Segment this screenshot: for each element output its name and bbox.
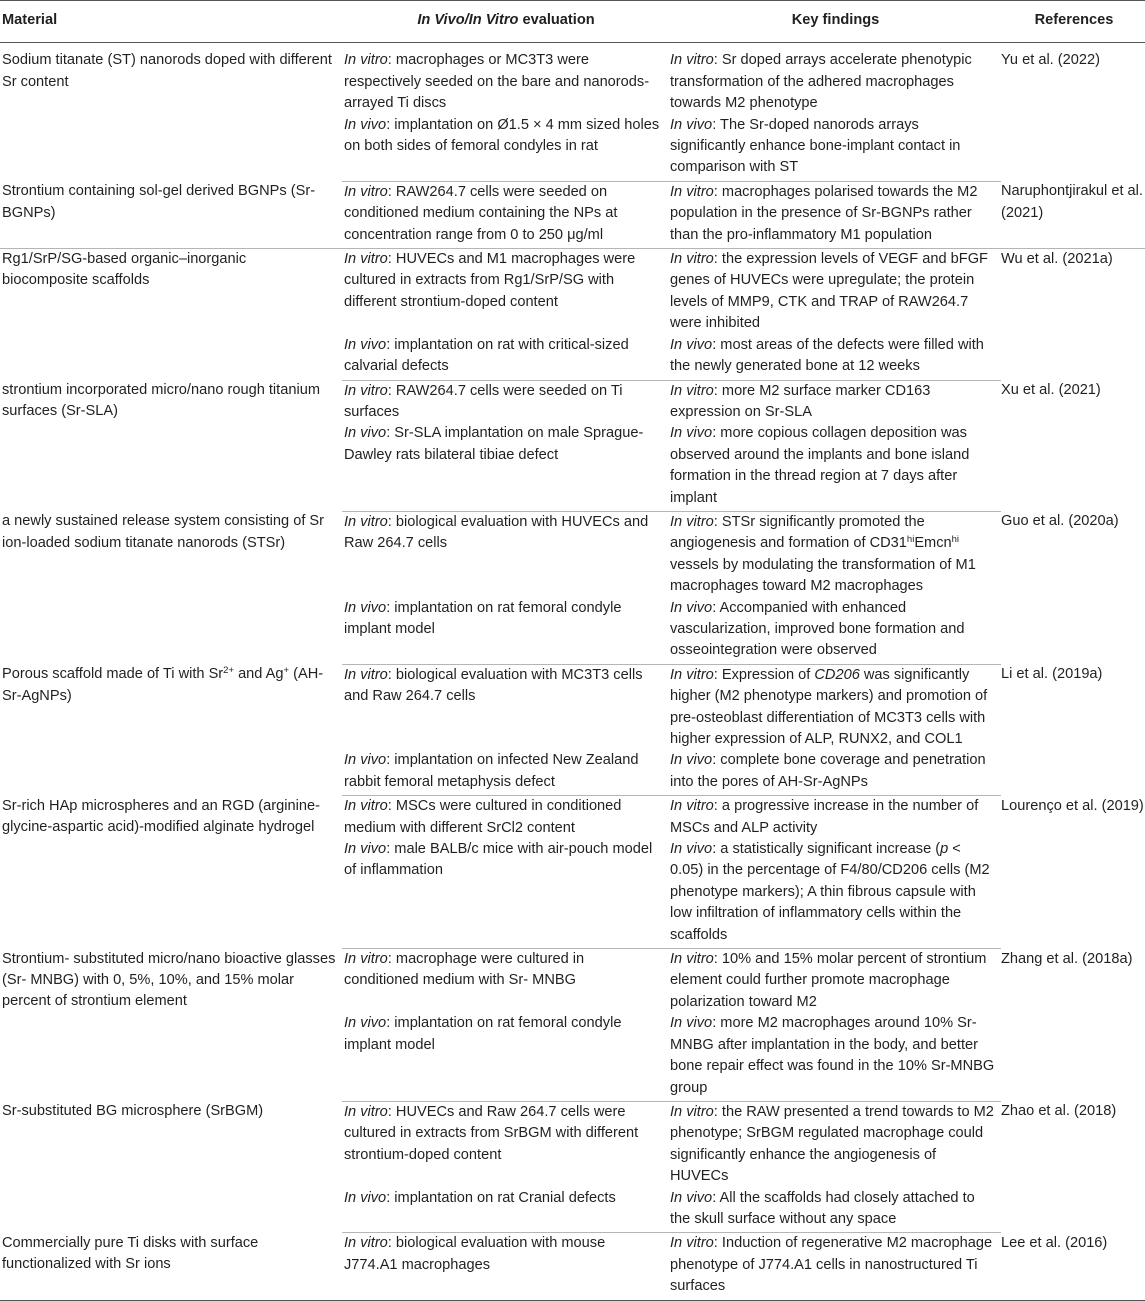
- cell-text: was significantly higher (M2 phenotype markers) and promotion of pre-osteoblast differentiation of MC3T3 cells with higher expression of ALP, RUNX2, and COL1: [670, 666, 988, 747]
- cell-text: a statistically significant increase (: [720, 841, 941, 858]
- finding-cell: In vitro: macrophages polarised towards the M2 population in the presence of Sr-BGNPs rather than the pro-inflammatory M1 population: [668, 181, 1001, 248]
- evaluation-cell: In vitro: biological evaluation with HUVECs and Raw 264.7 cells: [344, 513, 649, 552]
- in-vitro-label: In vitro: [344, 183, 388, 200]
- in-vivo-label: In vivo: [670, 841, 713, 858]
- reference-cell: Naruphontjirakul et al. (2021): [1001, 181, 1145, 248]
- table-row: [0, 181, 1145, 248]
- material-cell: Sr-substituted BG microsphere (SrBGM): [2, 1103, 264, 1120]
- in-vitro-label: In vitro: [670, 666, 714, 683]
- material-cell: strontium incorporated micro/nano rough titanium surfaces (Sr-SLA): [2, 382, 320, 420]
- cell-text: (AH-Sr-AgNPs): [2, 666, 324, 704]
- cell-text: CD206: [814, 666, 860, 683]
- evaluation-cell: In vitro: macrophages or MC3T3 were respectively seeded on the bare and nanorods-arrayed Ti discs: [344, 52, 650, 112]
- cell-text: biological evaluation with HUVECs and Raw 264.7 cells: [344, 513, 649, 552]
- evaluation-cell: In vivo: implantation on rat Cranial defects: [342, 1188, 668, 1233]
- table-row: [0, 380, 1145, 423]
- finding-cell: In vitro: the RAW presented a trend towards to M2 phenotype; SrBGM regulated macrophage could significantly enhance the angiogenesis of HUVECs: [670, 1103, 994, 1185]
- reference-cell: Xu et al. (2021): [1001, 382, 1101, 398]
- cell-text: a progressive increase in the number of MSCs and ALP activity: [670, 798, 979, 836]
- in-vitro-label: In vitro: [344, 1235, 388, 1252]
- header-evaluation-rest: evaluation: [518, 12, 595, 28]
- cell-text: more copious collagen deposition was observed around the implants and bone island formation in the thread region at 7 days after implant: [670, 425, 970, 506]
- finding-cell: In vitro: more M2 surface marker CD163 expression on Sr-SLA: [670, 382, 931, 420]
- in-vivo-label: In vivo: [670, 1015, 713, 1032]
- in-vitro-label: In vitro: [670, 951, 714, 968]
- finding-cell: In vivo: Accompanied with enhanced vascularization, improved bone formation and osseointegration were observed: [668, 598, 1001, 665]
- cell-text: more M2 surface marker CD163 expression on Sr-SLA: [670, 382, 931, 420]
- cell-text: HUVECs and M1 macrophages were cultured in extracts from Rg1/SrP/SG with different strontium-doped content: [344, 251, 636, 310]
- material-cell: Commercially pure Ti disks with surface functionalized with Sr ions: [0, 1233, 342, 1300]
- material-cell: a newly sustained release system consisting of Sr ion-loaded sodium titanate nanorods (STSr): [2, 513, 325, 551]
- evaluation-cell: In vitro: RAW264.7 cells were seeded on conditioned medium containing the NPs at concentration range from 0 to 250 μg/ml: [342, 181, 668, 248]
- finding-cell: In vitro: Expression of CD206 was significantly higher (M2 phenotype markers) and promotion of pre-osteoblast differentiation of MC3T3 cells with higher expression of ALP, RUNX2, and COL1: [670, 666, 988, 747]
- material-cell: Rg1/SrP/SG-based organic–inorganic biocomposite scaffolds: [2, 251, 247, 289]
- in-vivo-label: In vivo: [670, 425, 713, 442]
- header-findings: Key findings: [668, 1, 1001, 43]
- cell-text: implantation on infected New Zealand rabbit femoral metaphysis defect: [344, 752, 639, 790]
- finding-cell: In vitro: Induction of regenerative M2 macrophage phenotype of J774.A1 cells in nanostructured Ti surfaces: [668, 1233, 1001, 1300]
- evaluation-cell: In vivo: male BALB/c mice with air-pouch model of inflammation: [342, 839, 668, 949]
- table-row: [0, 1101, 1145, 1187]
- cell-text: vessels by modulating the transformation of M1 macrophages toward M2 macrophages: [670, 556, 976, 595]
- table-row: [0, 949, 1145, 1014]
- header-material: Material: [0, 1, 342, 43]
- cell-text: 10% and 15% molar percent of strontium element could further promote macrophage polarization toward M2: [670, 951, 987, 1010]
- cell-text: implantation on Ø1.5 × 4 mm sized holes on both sides of femoral condyles in rat: [344, 116, 660, 155]
- finding-cell: In vitro: the expression levels of VEGF and bFGF genes of HUVECs were upregulate; the protein levels of MMP9, CTK and TRAP of RAW264.7 were inhibited: [670, 251, 988, 332]
- cell-text: implantation on rat femoral condyle implant model: [344, 599, 622, 637]
- cell-text: biological evaluation with mouse J774.A1 macrophages: [344, 1235, 606, 1273]
- in-vitro-label: In vitro: [344, 52, 388, 69]
- in-vitro-label: In vitro: [670, 798, 714, 815]
- cell-text: the RAW presented a trend towards to M2 phenotype; SrBGM regulated macrophage could significantly enhance the angiogenesis of HUVECs: [670, 1103, 994, 1185]
- evaluation-cell: In vivo: implantation on rat with critical-sized calvarial defects: [342, 335, 668, 380]
- material-cell: Sodium titanate (ST) nanorods doped with different Sr content: [2, 52, 332, 90]
- in-vitro-label: In vitro: [670, 382, 714, 399]
- in-vitro-label: In vitro: [670, 251, 714, 268]
- finding-cell: In vitro: 10% and 15% molar percent of strontium element could further promote macrophage polarization toward M2: [670, 951, 987, 1010]
- table-row: [0, 1233, 1145, 1300]
- cell-text: biological evaluation with MC3T3 cells and Raw 264.7 cells: [344, 666, 643, 705]
- cell-text: hi: [906, 534, 915, 546]
- in-vivo-label: In vivo: [344, 752, 387, 769]
- cell-text: All the scaffolds had closely attached to the skull surface without any space: [670, 1189, 975, 1227]
- cell-text: Emcn: [914, 535, 952, 552]
- header-references: References: [1001, 1, 1145, 43]
- material-cell: Sr-rich HAp microspheres and an RGD (arginine-glycine-aspartic acid)-modified alginate hydrogel: [2, 797, 320, 836]
- cell-text: Sr-SLA implantation on male Sprague-Dawley rats bilateral tibiae defect: [344, 425, 644, 463]
- table-header: [0, 1, 1145, 43]
- evaluation-cell: In vitro: MSCs were cultured in conditioned medium with different SrCl2 content: [344, 798, 622, 836]
- reference-cell: Lourenço et al. (2019): [1001, 797, 1144, 814]
- cell-text: Expression of: [721, 666, 815, 683]
- table-row: [0, 249, 1145, 335]
- finding-cell: In vivo: The Sr-doped nanorods arrays significantly enhance bone-implant contact in comparison with ST: [668, 115, 1001, 182]
- cell-text: 2+: [223, 665, 235, 677]
- cell-text: MSCs were cultured in conditioned medium with different SrCl2 content: [344, 798, 622, 836]
- cell-text: +: [283, 665, 290, 677]
- in-vivo-label: In vivo: [670, 1189, 713, 1206]
- cell-text: macrophages or MC3T3 were respectively seeded on the bare and nanorods-arrayed Ti discs: [344, 52, 650, 112]
- reference-cell: Wu et al. (2021a): [1001, 251, 1113, 268]
- evaluation-cell: In vitro: HUVECs and Raw 264.7 cells were cultured in extracts from SrBGM with different strontium-doped content: [344, 1103, 639, 1163]
- reference-cell: Zhao et al. (2018): [1001, 1103, 1117, 1120]
- in-vitro-label: In vitro: [670, 513, 714, 530]
- material-cell: Strontium- substituted micro/nano bioactive glasses (Sr- MNBG) with 0, 5%, 10%, and 15% molar percent of strontium element: [2, 950, 336, 1010]
- reference-cell: Yu et al. (2022): [1001, 52, 1100, 69]
- evaluation-cell: In vivo: implantation on Ø1.5 × 4 mm sized holes on both sides of femoral condyles in rat: [342, 115, 668, 182]
- finding-cell: In vivo: more copious collagen deposition was observed around the implants and bone island formation in the thread region at 7 days after implant: [668, 423, 1001, 511]
- cell-text: p: [940, 841, 949, 858]
- cell-text: macrophage were cultured in conditioned medium with Sr- MNBG: [344, 951, 585, 989]
- in-vivo-label: In vivo: [670, 752, 713, 769]
- reference-cell: Li et al. (2019a): [1001, 666, 1103, 683]
- in-vitro-label: In vitro: [344, 798, 388, 815]
- reference-cell: Zhang et al. (2018a): [1001, 950, 1133, 967]
- reference-cell: Lee et al. (2016): [1001, 1233, 1145, 1300]
- cell-text: < 0.05) in the percentage of F4/80/CD206 cells (M2 phenotype markers); A thin fibrous capsule with low infiltration of inflammatory cells within the scaffolds: [670, 841, 990, 943]
- evaluation-cell: In vivo: Sr-SLA implantation on male Sprague-Dawley rats bilateral tibiae defect: [342, 423, 668, 511]
- header-evaluation-italic: In Vivo/In Vitro: [417, 12, 519, 28]
- in-vitro-label: In vitro: [670, 52, 714, 69]
- cell-text: HUVECs and Raw 264.7 cells were cultured in extracts from SrBGM with different strontium-doped content: [344, 1103, 639, 1163]
- in-vivo-label: In vivo: [344, 1189, 387, 1206]
- in-vitro-label: In vitro: [344, 951, 388, 968]
- in-vitro-label: In vitro: [344, 251, 388, 268]
- table-row: [0, 511, 1145, 597]
- evaluation-cell: In vitro: HUVECs and M1 macrophages were cultured in extracts from Rg1/SrP/SG with different strontium-doped content: [344, 251, 636, 310]
- in-vivo-label: In vivo: [670, 116, 713, 133]
- cell-text: RAW264.7 cells were seeded on Ti surfaces: [344, 382, 623, 420]
- cell-text: more M2 macrophages around 10% Sr-MNBG after implantation in the body, and better bone repair effect was found in the 10% Sr-MNBG group: [670, 1015, 995, 1096]
- table-row: [0, 796, 1145, 839]
- finding-cell: In vivo: more M2 macrophages around 10% Sr-MNBG after implantation in the body, and better bone repair effect was found in the 10% Sr-MNBG group: [668, 1013, 1001, 1101]
- cell-text: implantation on rat femoral condyle implant model: [344, 1015, 622, 1053]
- cell-text: and Ag: [234, 666, 284, 683]
- cell-text: complete bone coverage and penetration into the pores of AH-Sr-AgNPs: [670, 752, 986, 790]
- in-vitro-label: In vitro: [344, 382, 388, 399]
- reference-cell: Guo et al. (2020a): [1001, 513, 1119, 530]
- cell-text: male BALB/c mice with air-pouch model of inflammation: [344, 841, 653, 879]
- evaluation-cell: In vitro: macrophage were cultured in conditioned medium with Sr- MNBG: [344, 951, 585, 989]
- in-vitro-label: In vitro: [670, 183, 714, 200]
- cell-text: RAW264.7 cells were seeded on conditioned medium containing the NPs at concentration range from 0 to 250 μg/ml: [344, 183, 618, 243]
- evaluation-cell: In vivo: implantation on rat femoral condyle implant model: [342, 598, 668, 665]
- cell-text: macrophages polarised towards the M2 population in the presence of Sr-BGNPs rather than the pro-inflammatory M1 population: [670, 183, 978, 243]
- in-vivo-label: In vivo: [344, 425, 387, 442]
- evaluation-cell: In vitro: biological evaluation with mouse J774.A1 macrophages: [342, 1233, 668, 1300]
- in-vitro-label: In vitro: [670, 1235, 714, 1252]
- in-vivo-label: In vivo: [670, 599, 713, 616]
- cell-text: Accompanied with enhanced vascularization, improved bone formation and osseointegration were observed: [670, 599, 965, 659]
- cell-text: implantation on rat Cranial defects: [394, 1189, 616, 1206]
- finding-cell: In vivo: a statistically significant increase (p < 0.05) in the percentage of F4/80/CD206 cells (M2 phenotype markers); A thin fibrous capsule with low infiltration of inflammatory cells within the scaffolds: [668, 839, 1001, 949]
- in-vivo-label: In vivo: [344, 599, 387, 616]
- cell-text: Porous scaffold made of Ti with Sr: [2, 666, 224, 683]
- finding-cell: In vivo: complete bone coverage and penetration into the pores of AH-Sr-AgNPs: [668, 750, 1001, 795]
- cell-text: STSr significantly promoted the angiogenesis and formation of CD31: [670, 513, 925, 552]
- cell-text: The Sr-doped nanorods arrays significantly enhance bone-implant contact in comparison with ST: [670, 116, 961, 176]
- finding-cell: In vivo: most areas of the defects were filled with the newly generated bone at 12 weeks: [668, 335, 1001, 380]
- evaluation-cell: In vivo: implantation on rat femoral condyle implant model: [342, 1013, 668, 1101]
- cell-text: Induction of regenerative M2 macrophage phenotype of J774.A1 cells in nanostructured Ti surfaces: [670, 1235, 993, 1295]
- cell-text: hi: [951, 534, 960, 546]
- finding-cell: In vitro: a progressive increase in the number of MSCs and ALP activity: [670, 798, 979, 836]
- evaluation-cell: In vitro: biological evaluation with MC3T3 cells and Raw 264.7 cells: [344, 666, 643, 705]
- material-cell: [0, 664, 342, 795]
- in-vitro-label: In vitro: [670, 1103, 714, 1120]
- in-vivo-label: In vivo: [344, 841, 387, 858]
- cell-text: the expression levels of VEGF and bFGF genes of HUVECs were upregulate; the protein levels of MMP9, CTK and TRAP of RAW264.7 were inhibited: [670, 251, 988, 332]
- table-row: [0, 43, 1145, 115]
- cell-text: most areas of the defects were filled with the newly generated bone at 12 weeks: [670, 336, 984, 375]
- cell-text: implantation on rat with critical-sized calvarial defects: [344, 336, 629, 375]
- in-vivo-label: In vivo: [344, 116, 387, 133]
- in-vitro-label: In vitro: [344, 666, 388, 683]
- in-vivo-label: In vivo: [670, 336, 713, 353]
- in-vivo-label: In vivo: [344, 1015, 387, 1032]
- evaluation-cell: In vivo: implantation on infected New Zealand rabbit femoral metaphysis defect: [342, 750, 668, 795]
- in-vivo-label: In vivo: [344, 336, 387, 353]
- table-body: [0, 43, 1145, 1300]
- in-vitro-label: In vitro: [344, 1103, 388, 1120]
- finding-cell: In vivo: All the scaffolds had closely attached to the skull surface without any space: [668, 1188, 1001, 1233]
- cell-text: Sr doped arrays accelerate phenotypic transformation of the adhered macrophages towards M2 phenotype: [670, 52, 972, 112]
- finding-cell: In vitro: Sr doped arrays accelerate phenotypic transformation of the adhered macrophages towards M2 phenotype: [670, 52, 972, 112]
- material-cell: Strontium containing sol-gel derived BGNPs (Sr-BGNPs): [0, 181, 342, 248]
- table-row: [0, 664, 1145, 750]
- in-vitro-label: In vitro: [344, 513, 388, 530]
- header-evaluation: [342, 1, 668, 43]
- finding-cell: In vitro: STSr significantly promoted the angiogenesis and formation of $CD31^{hi}Emcn^{hi}$ vessels by modulating the transformation of M1 macrophages toward M2 macrophages: [670, 513, 976, 595]
- evaluation-cell: In vitro: RAW264.7 cells were seeded on Ti surfaces: [344, 382, 623, 420]
